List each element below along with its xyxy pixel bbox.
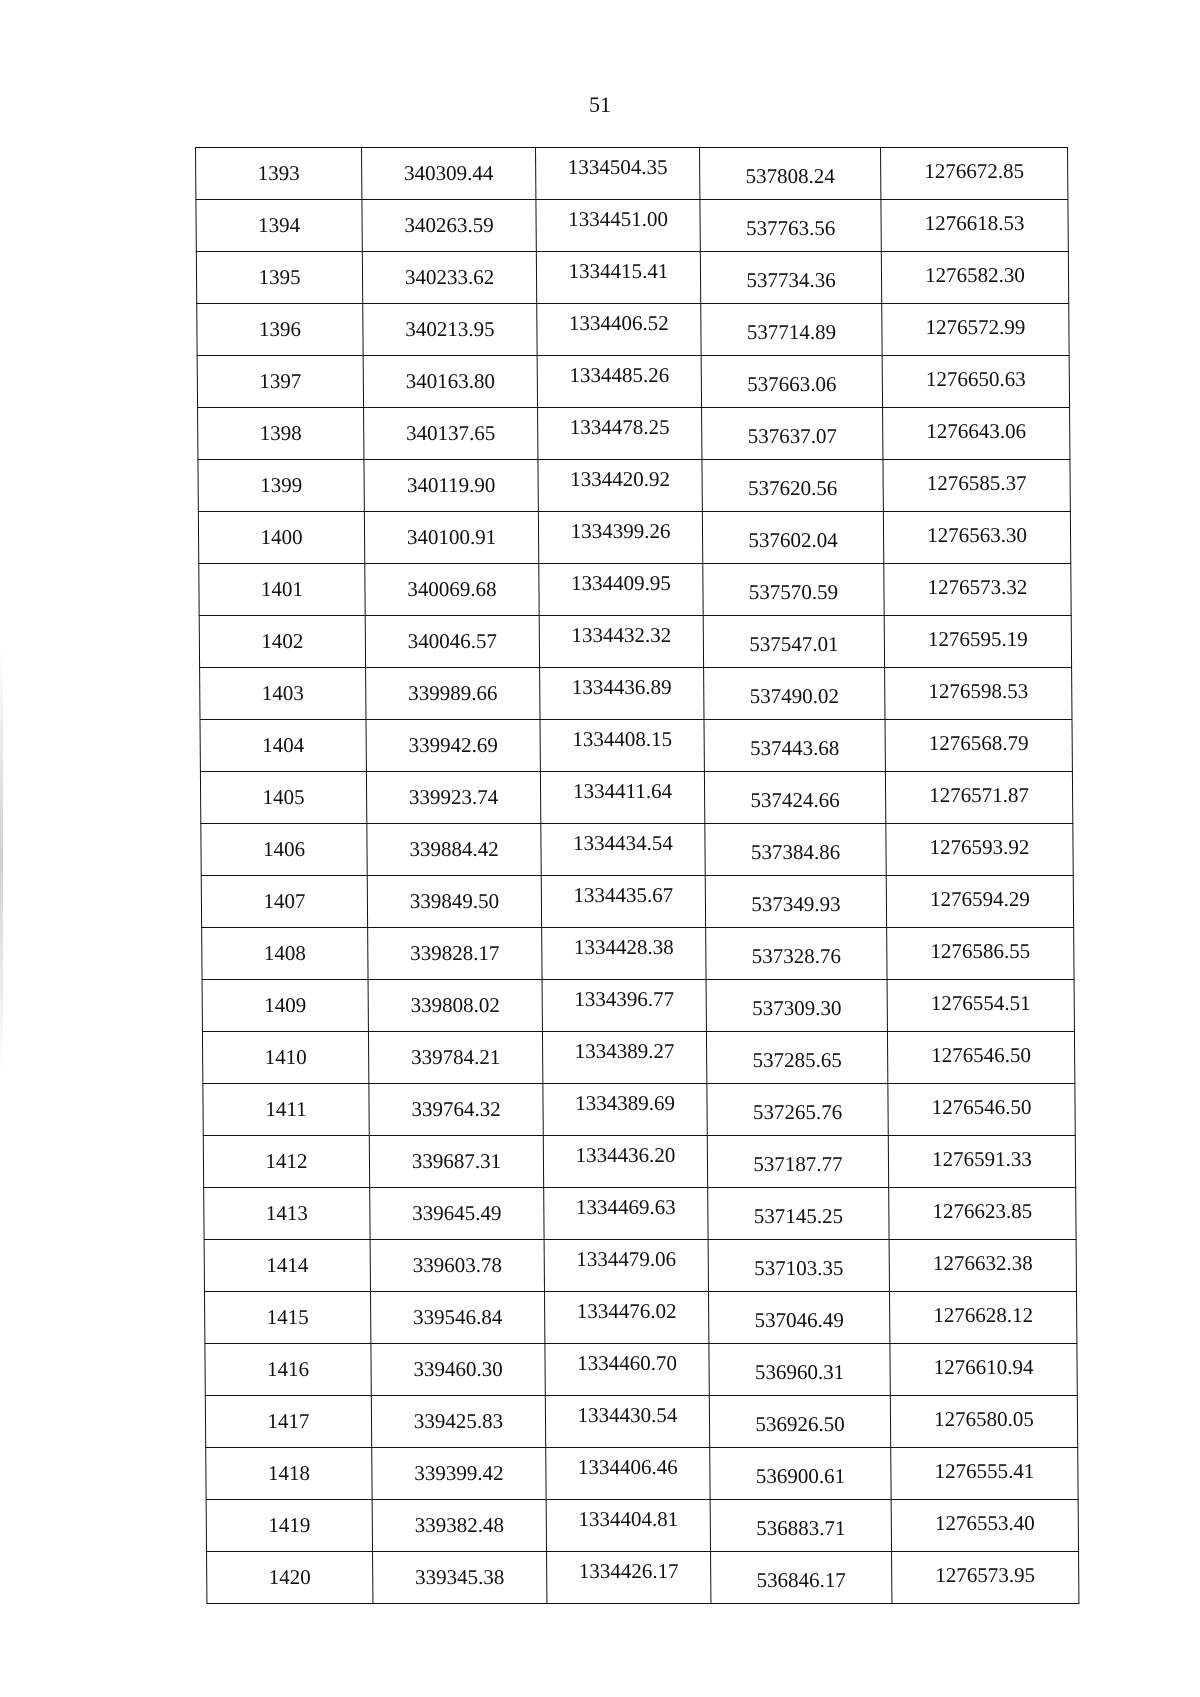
coordinate-x2-cell: 536960.31: [709, 1344, 890, 1396]
table-row: [207, 1552, 1079, 1604]
coordinate-x2-cell: 537384.86: [705, 824, 886, 876]
point-number-cell: 1405: [200, 772, 366, 824]
coordinate-y1-cell: 1334426.17: [547, 1552, 711, 1604]
coordinate-x1-cell: 340119.90: [364, 460, 538, 512]
coordinate-x2-cell: 537637.07: [702, 408, 883, 460]
coordinate-x1-cell: 339849.50: [367, 876, 541, 928]
coordinate-y1-cell: 1334411.64: [540, 772, 704, 824]
table-row: [198, 512, 1070, 564]
coordinate-x2-cell: 537763.56: [700, 200, 881, 252]
point-number-cell: 1396: [197, 304, 363, 356]
point-number-cell: 1407: [201, 876, 367, 928]
coordinate-y2-cell: 1276598.53: [885, 668, 1072, 720]
table-row: [202, 928, 1074, 980]
point-number-cell: 1410: [202, 1032, 368, 1084]
table-row: [197, 356, 1069, 408]
coordinate-y1-cell: 1334436.89: [540, 668, 704, 720]
point-number-cell: 1404: [200, 720, 366, 772]
coordinate-x1-cell: 340213.95: [363, 304, 537, 356]
point-number-cell: 1408: [202, 928, 368, 980]
coordinate-y1-cell: 1334469.63: [544, 1188, 708, 1240]
coordinate-y1-cell: 1334485.26: [537, 356, 701, 408]
coordinate-y1-cell: 1334435.67: [541, 876, 705, 928]
coordinate-y2-cell: 1276610.94: [890, 1344, 1077, 1396]
coordinate-y2-cell: 1276632.38: [889, 1240, 1076, 1292]
coordinate-y2-cell: 1276586.55: [887, 928, 1074, 980]
coordinate-y1-cell: 1334399.26: [538, 512, 702, 564]
coordinate-x1-cell: 339828.17: [368, 928, 542, 980]
table-row: [204, 1292, 1076, 1344]
table-row: [196, 252, 1068, 304]
coordinate-y2-cell: 1276628.12: [889, 1292, 1076, 1344]
coordinate-y2-cell: 1276595.19: [884, 616, 1071, 668]
coordinate-x1-cell: 339884.42: [367, 824, 541, 876]
coordinate-y1-cell: 1334479.06: [544, 1240, 708, 1292]
coordinate-x2-cell: 537602.04: [702, 512, 883, 564]
table-row: [198, 460, 1070, 512]
coordinate-y1-cell: 1334409.95: [539, 564, 703, 616]
table-row: [200, 772, 1072, 824]
table-row: [199, 616, 1071, 668]
coordinate-x1-cell: 339764.32: [369, 1084, 543, 1136]
coordinate-y2-cell: 1276571.87: [885, 772, 1072, 824]
point-number-cell: 1402: [199, 616, 365, 668]
coordinate-x1-cell: 339603.78: [370, 1240, 544, 1292]
point-number-cell: 1397: [197, 356, 363, 408]
coordinate-y2-cell: 1276643.06: [883, 408, 1070, 460]
point-number-cell: 1420: [207, 1552, 373, 1604]
table-row: [205, 1344, 1077, 1396]
coordinate-y2-cell: 1276582.30: [881, 252, 1068, 304]
coordinate-y1-cell: 1334406.52: [537, 304, 701, 356]
point-number-cell: 1411: [203, 1084, 369, 1136]
coordinate-x2-cell: 537046.49: [708, 1292, 889, 1344]
table-row: [199, 564, 1071, 616]
coordinate-y1-cell: 1334404.81: [546, 1500, 710, 1552]
point-number-cell: 1400: [198, 512, 364, 564]
coordinate-y2-cell: 1276650.63: [882, 356, 1069, 408]
table-row: [202, 1032, 1074, 1084]
coordinate-x1-cell: 340233.62: [362, 252, 536, 304]
coordinate-x1-cell: 339425.83: [371, 1396, 545, 1448]
coordinate-y2-cell: 1276594.29: [886, 876, 1073, 928]
table-row: [200, 668, 1072, 720]
coordinate-x2-cell: 537734.36: [700, 252, 881, 304]
coordinate-x1-cell: 339382.48: [372, 1500, 546, 1552]
point-number-cell: 1401: [199, 564, 365, 616]
coordinate-x2-cell: 536846.17: [711, 1552, 892, 1604]
coordinate-y1-cell: 1334396.77: [542, 980, 706, 1032]
coordinate-x1-cell: 340137.65: [364, 408, 538, 460]
coordinate-x1-cell: 339345.38: [373, 1552, 547, 1604]
table-row: [196, 200, 1068, 252]
coordinate-x1-cell: 339808.02: [368, 980, 542, 1032]
coordinate-x1-cell: 339460.30: [371, 1344, 545, 1396]
point-number-cell: 1418: [206, 1448, 372, 1500]
point-number-cell: 1412: [203, 1136, 369, 1188]
coordinate-y2-cell: 1276555.41: [891, 1448, 1078, 1500]
coordinate-y1-cell: 1334432.32: [539, 616, 703, 668]
coordinate-x1-cell: 339989.66: [366, 668, 540, 720]
coordinate-x1-cell: 340069.68: [365, 564, 539, 616]
point-number-cell: 1417: [205, 1396, 371, 1448]
coordinate-x1-cell: 339942.69: [366, 720, 540, 772]
coordinate-y1-cell: 1334460.70: [545, 1344, 709, 1396]
coordinate-y1-cell: 1334434.54: [541, 824, 705, 876]
coordinate-x2-cell: 536883.71: [710, 1500, 891, 1552]
coordinate-x1-cell: 339546.84: [370, 1292, 544, 1344]
table-row: [202, 980, 1074, 1032]
coordinate-table-body: [196, 148, 1079, 1604]
coordinate-x2-cell: 537714.89: [701, 304, 882, 356]
coordinate-x2-cell: 537663.06: [701, 356, 882, 408]
coordinate-y1-cell: 1334389.69: [543, 1084, 707, 1136]
coordinate-x2-cell: 537620.56: [702, 460, 883, 512]
page-number: 51: [589, 92, 611, 117]
table-row: [196, 148, 1068, 200]
coordinate-x1-cell: 339645.49: [370, 1188, 544, 1240]
coordinate-table: [195, 147, 1079, 1604]
table-row: [200, 720, 1072, 772]
coordinate-y2-cell: 1276546.50: [888, 1084, 1075, 1136]
table-row: [197, 304, 1069, 356]
point-number-cell: 1394: [196, 200, 362, 252]
coordinate-x1-cell: 340100.91: [364, 512, 538, 564]
coordinate-x1-cell: 339687.31: [369, 1136, 543, 1188]
coordinate-y2-cell: 1276572.99: [882, 304, 1069, 356]
point-number-cell: 1415: [204, 1292, 370, 1344]
coordinate-y1-cell: 1334478.25: [538, 408, 702, 460]
coordinate-x2-cell: 537570.59: [703, 564, 884, 616]
coordinate-x2-cell: 537808.24: [700, 148, 881, 200]
table-row: [201, 876, 1073, 928]
coordinate-x1-cell: 340163.80: [363, 356, 537, 408]
coordinate-y2-cell: 1276618.53: [881, 200, 1068, 252]
coordinate-y2-cell: 1276591.33: [888, 1136, 1075, 1188]
coordinate-x2-cell: 537349.93: [705, 876, 886, 928]
coordinate-x2-cell: 537443.68: [704, 720, 885, 772]
coordinate-x1-cell: 339784.21: [368, 1032, 542, 1084]
coordinate-y1-cell: 1334504.35: [536, 148, 700, 200]
coordinate-y1-cell: 1334415.41: [536, 252, 700, 304]
coordinate-y2-cell: 1276553.40: [891, 1500, 1078, 1552]
coordinate-x1-cell: 339399.42: [372, 1448, 546, 1500]
coordinate-x2-cell: 537187.77: [707, 1136, 888, 1188]
coordinate-table-wrapper: [195, 147, 1078, 1604]
point-number-cell: 1409: [202, 980, 368, 1032]
coordinate-x2-cell: 537424.66: [704, 772, 885, 824]
coordinate-x2-cell: 536900.61: [710, 1448, 891, 1500]
coordinate-y1-cell: 1334408.15: [540, 720, 704, 772]
coordinate-y2-cell: 1276563.30: [883, 512, 1070, 564]
coordinate-x1-cell: 340046.57: [365, 616, 539, 668]
table-row: [206, 1448, 1078, 1500]
point-number-cell: 1398: [198, 408, 364, 460]
table-row: [203, 1136, 1075, 1188]
table-row: [203, 1084, 1075, 1136]
coordinate-x2-cell: 537145.25: [708, 1188, 889, 1240]
coordinate-y2-cell: 1276554.51: [887, 980, 1074, 1032]
coordinate-y2-cell: 1276568.79: [885, 720, 1072, 772]
coordinate-x2-cell: 537547.01: [703, 616, 884, 668]
coordinate-y2-cell: 1276585.37: [883, 460, 1070, 512]
coordinate-x1-cell: 339923.74: [366, 772, 540, 824]
point-number-cell: 1393: [196, 148, 362, 200]
coordinate-y1-cell: 1334389.27: [542, 1032, 706, 1084]
point-number-cell: 1413: [204, 1188, 370, 1240]
coordinate-y2-cell: 1276672.85: [881, 148, 1068, 200]
coordinate-x2-cell: 537285.65: [706, 1032, 887, 1084]
point-number-cell: 1416: [205, 1344, 371, 1396]
scan-edge-shadow: [0, 650, 3, 1070]
table-row: [204, 1188, 1076, 1240]
coordinate-y1-cell: 1334420.92: [538, 460, 702, 512]
coordinate-x2-cell: 537328.76: [706, 928, 887, 980]
table-row: [205, 1396, 1077, 1448]
coordinate-y1-cell: 1334406.46: [546, 1448, 710, 1500]
coordinate-y2-cell: 1276546.50: [887, 1032, 1074, 1084]
coordinate-x2-cell: 537265.76: [707, 1084, 888, 1136]
coordinate-x1-cell: 340309.44: [362, 148, 536, 200]
coordinate-y2-cell: 1276623.85: [889, 1188, 1076, 1240]
coordinate-y2-cell: 1276573.32: [884, 564, 1071, 616]
coordinate-y1-cell: 1334430.54: [545, 1396, 709, 1448]
table-row: [198, 408, 1070, 460]
coordinate-y2-cell: 1276593.92: [886, 824, 1073, 876]
coordinate-x2-cell: 537490.02: [704, 668, 885, 720]
coordinate-y1-cell: 1334451.00: [536, 200, 700, 252]
table-row: [201, 824, 1073, 876]
coordinate-x1-cell: 340263.59: [362, 200, 536, 252]
coordinate-y1-cell: 1334476.02: [544, 1292, 708, 1344]
table-row: [206, 1500, 1078, 1552]
point-number-cell: 1406: [201, 824, 367, 876]
point-number-cell: 1419: [206, 1500, 372, 1552]
coordinate-x2-cell: 537309.30: [706, 980, 887, 1032]
point-number-cell: 1399: [198, 460, 364, 512]
coordinate-x2-cell: 536926.50: [709, 1396, 890, 1448]
point-number-cell: 1395: [196, 252, 362, 304]
coordinate-x2-cell: 537103.35: [708, 1240, 889, 1292]
table-row: [204, 1240, 1076, 1292]
coordinate-y2-cell: 1276573.95: [892, 1552, 1079, 1604]
coordinate-y2-cell: 1276580.05: [890, 1396, 1077, 1448]
coordinate-y1-cell: 1334428.38: [542, 928, 706, 980]
coordinate-y1-cell: 1334436.20: [543, 1136, 707, 1188]
point-number-cell: 1403: [200, 668, 366, 720]
point-number-cell: 1414: [204, 1240, 370, 1292]
